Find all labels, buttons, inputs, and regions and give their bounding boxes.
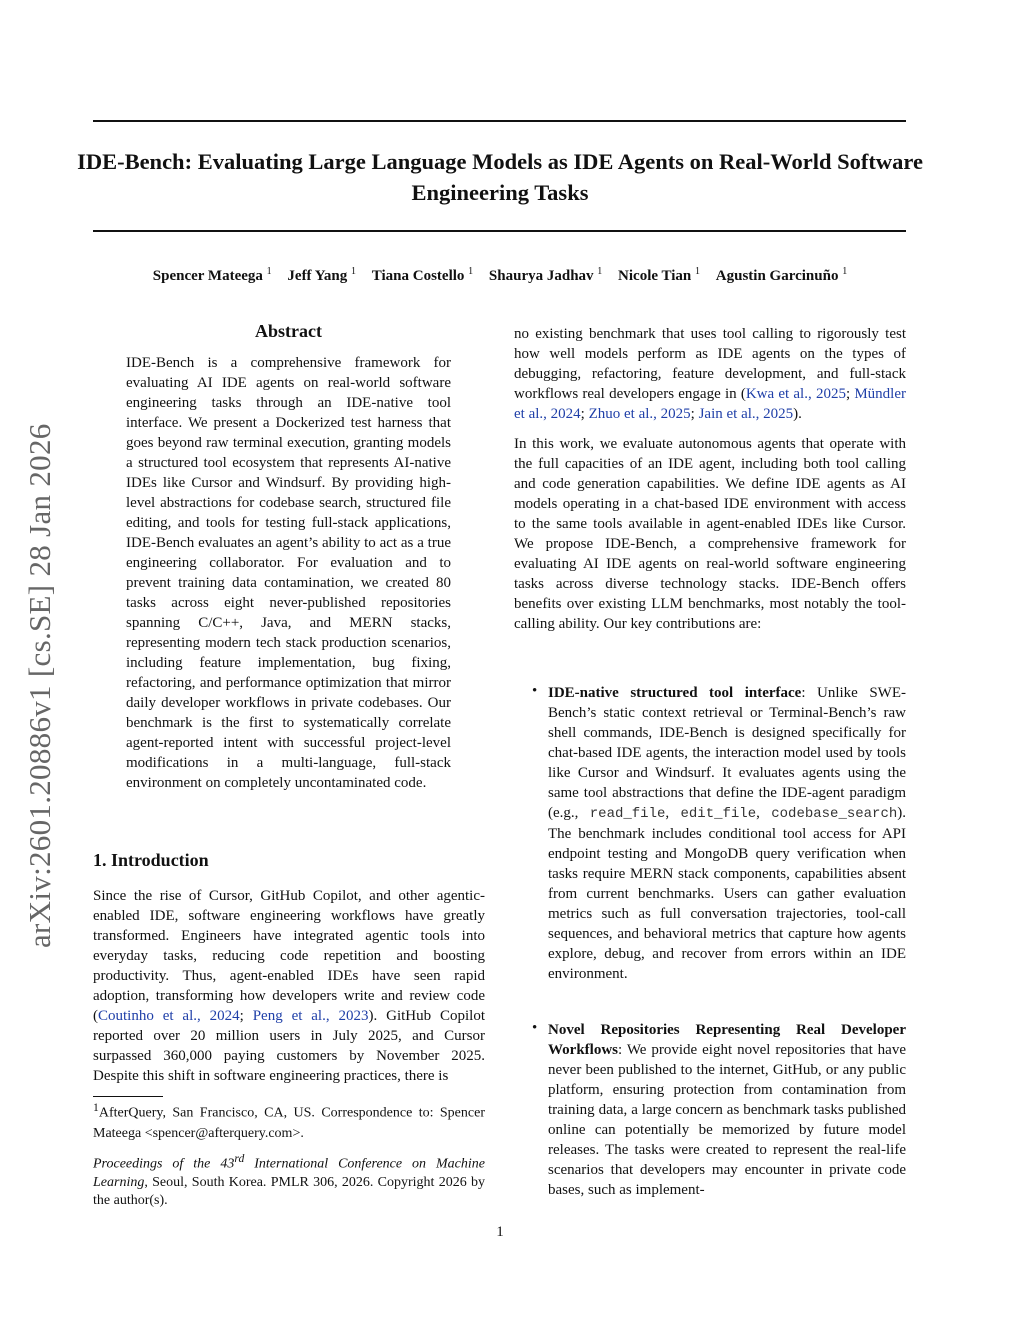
citation-link[interactable]: Jain et al., 2025 bbox=[698, 406, 794, 422]
author: Jeff Yang $^1$ bbox=[287, 266, 357, 284]
intro-paragraph-1: Since the rise of Cursor, GitHub Copilot, and other agentic-enabled IDE, software engineering workflows have greatly transformed. Engineers have integrated agentic tools into everyday tasks, reducing code repetition and boosting productivity. Thus, agent-enabled IDEs have seen rapid adoption, transforming how developers write and review code (Coutinho et al., 2024; Peng et al., 2023). GitHub Copilot reported over 20 million users in July 2025, and Cursor surpassed 360,000 paying customers by November 2025. Despite this shift in software engineering practices, there is bbox=[93, 888, 485, 1084]
author: Shaurya Jadhav $^1$ bbox=[488, 266, 603, 284]
intro-paragraph-1-continued: no existing benchmark that uses tool calling to rigorously test how well models perform as IDE agents on the types of debugging, refactoring, feature development, and full-stack workflows real developers engage in (Kwa et al., 2025; Mündler et al., 2024; Zhuo et al., 2025; Jain et al., 2025). bbox=[514, 326, 907, 422]
bullet-icon: • bbox=[532, 683, 538, 699]
footnote-rule bbox=[93, 1096, 163, 1097]
citation-link[interactable]: Mündler et al., 2024 bbox=[514, 386, 907, 422]
paper-title: IDE-Bench: Evaluating Large Language Models as IDE Agents on Real-World Software Engineering Tasks bbox=[77, 149, 923, 205]
title-rule-bottom bbox=[93, 230, 906, 232]
citation-link[interactable]: Coutinho et al., 2024 bbox=[98, 1008, 240, 1024]
abstract-text: IDE-Bench is a comprehensive framework for evaluating AI IDE agents on real-world software engineering tasks through an IDE-native tool interface. We present a Dockerized test harness that goes beyond raw terminal execution, granting models a structured tool ecosystem that represents AI-native IDEs like Cursor and Windsurf. By providing high-level abstractions for codebase search, structured file editing, and tools for testing full-stack applications, IDE-Bench evaluates an agent’s ability to act as a true engineering collaborator. For evaluation and to prevent training data contamination, we created 80 tasks across eight never-published repositories spanning C/C++, Java, and MERN stacks, representing modern tech stack production scenarios, including feature implementation, bug fixing, refactoring, and performance optimization that mirror daily developer workflows in private codebases. Our benchmark is the first to systematically correlate agent-reported intent with successful project-level modifications in a multi-language, full-stack environment on completely uncontaminated code. bbox=[126, 355, 451, 791]
bullet-icon: • bbox=[532, 1020, 538, 1036]
abstract-heading: Abstract bbox=[255, 321, 322, 341]
page-number: 1 bbox=[496, 1224, 504, 1240]
intro-paragraph-2: In this work, we evaluate autonomous agents that operate with the full capacities of an IDE agent, including both tool calling and code generation capabilities. We define IDE agents as AI models operating in a chat-based IDE environment with access to the same tools available in agent-enabled IDEs like Cursor. We propose IDE-Bench, a comprehensive framework for evaluating AI IDE agents on real-world software engineering tasks across diverse technology stacks. IDE-Bench offers benefits over existing LLM benchmarks, most notably the tool-calling ability. Our key contributions are: bbox=[514, 436, 906, 632]
author-list bbox=[60, 266, 940, 285]
citation-link[interactable]: Kwa et al., 2025 bbox=[745, 386, 846, 402]
arxiv-stamp: arXiv:2601.20886v1 [cs.SE] 28 Jan 2026 bbox=[22, 423, 57, 948]
citation-link[interactable]: Peng et al., 2023 bbox=[252, 1008, 369, 1024]
title-rule-top bbox=[93, 120, 906, 122]
author: Agustin Garcinuño $^1$ bbox=[715, 266, 848, 284]
section-heading-introduction: 1. Introduction bbox=[93, 850, 209, 870]
author: Tiana Costello $^1$ bbox=[371, 266, 474, 284]
contribution-list-item: • IDE-native structured tool interface: Unlike SWE-Bench’s static context retrieval or Terminal-Bench’s raw shell commands, IDE-Bench is designed specifically for chat-based IDE agents, the interaction model used by tools like Cursor and Windsurf. It evaluates agents using the same tool abstractions that define the IDE-agent paradigm (e.g., read_file, edit_file, codebase_search). The benchmark includes conditional tool access for API endpoint testing and MongoDB query verification when tasks require MERN stack components, capabilities absent from current benchmarks. Users can gather evaluation metrics such as full conversation trajectories, tool-call sequences, and behavioral metrics that capture how agents explore, debug, and recover from errors within an IDE environment. bbox=[532, 683, 907, 982]
contribution-list-item: • Novel Repositories Representing Real Developer Workflows: We provide eight novel repositories that have never been published to the internet, GitHub, or any public platform, ensuring protection from contamination from training data, a large concern as benchmark tasks published online can potentially be memorized by future model releases. The tasks were created to represent the real-life scenarios that developers may encounter in private code bases, such as implement- bbox=[532, 1020, 906, 1198]
author: Nicole Tian $^1$ bbox=[618, 266, 701, 284]
footnote-affiliation: $^1$AfterQuery, San Francisco, CA, US. Correspondence to: Spencer Mateega <spencer@afterquery.com>. bbox=[93, 1101, 485, 1141]
citation-link[interactable]: Zhuo et al., 2025 bbox=[588, 406, 691, 422]
author: Spencer Mateega $^1$ bbox=[152, 266, 272, 284]
proceedings-note: Proceedings of the 43rd International Conference on Machine Learning, Seoul, South Korea. PMLR 306, 2026. Copyright 2026 by the author(s). bbox=[93, 1152, 486, 1208]
